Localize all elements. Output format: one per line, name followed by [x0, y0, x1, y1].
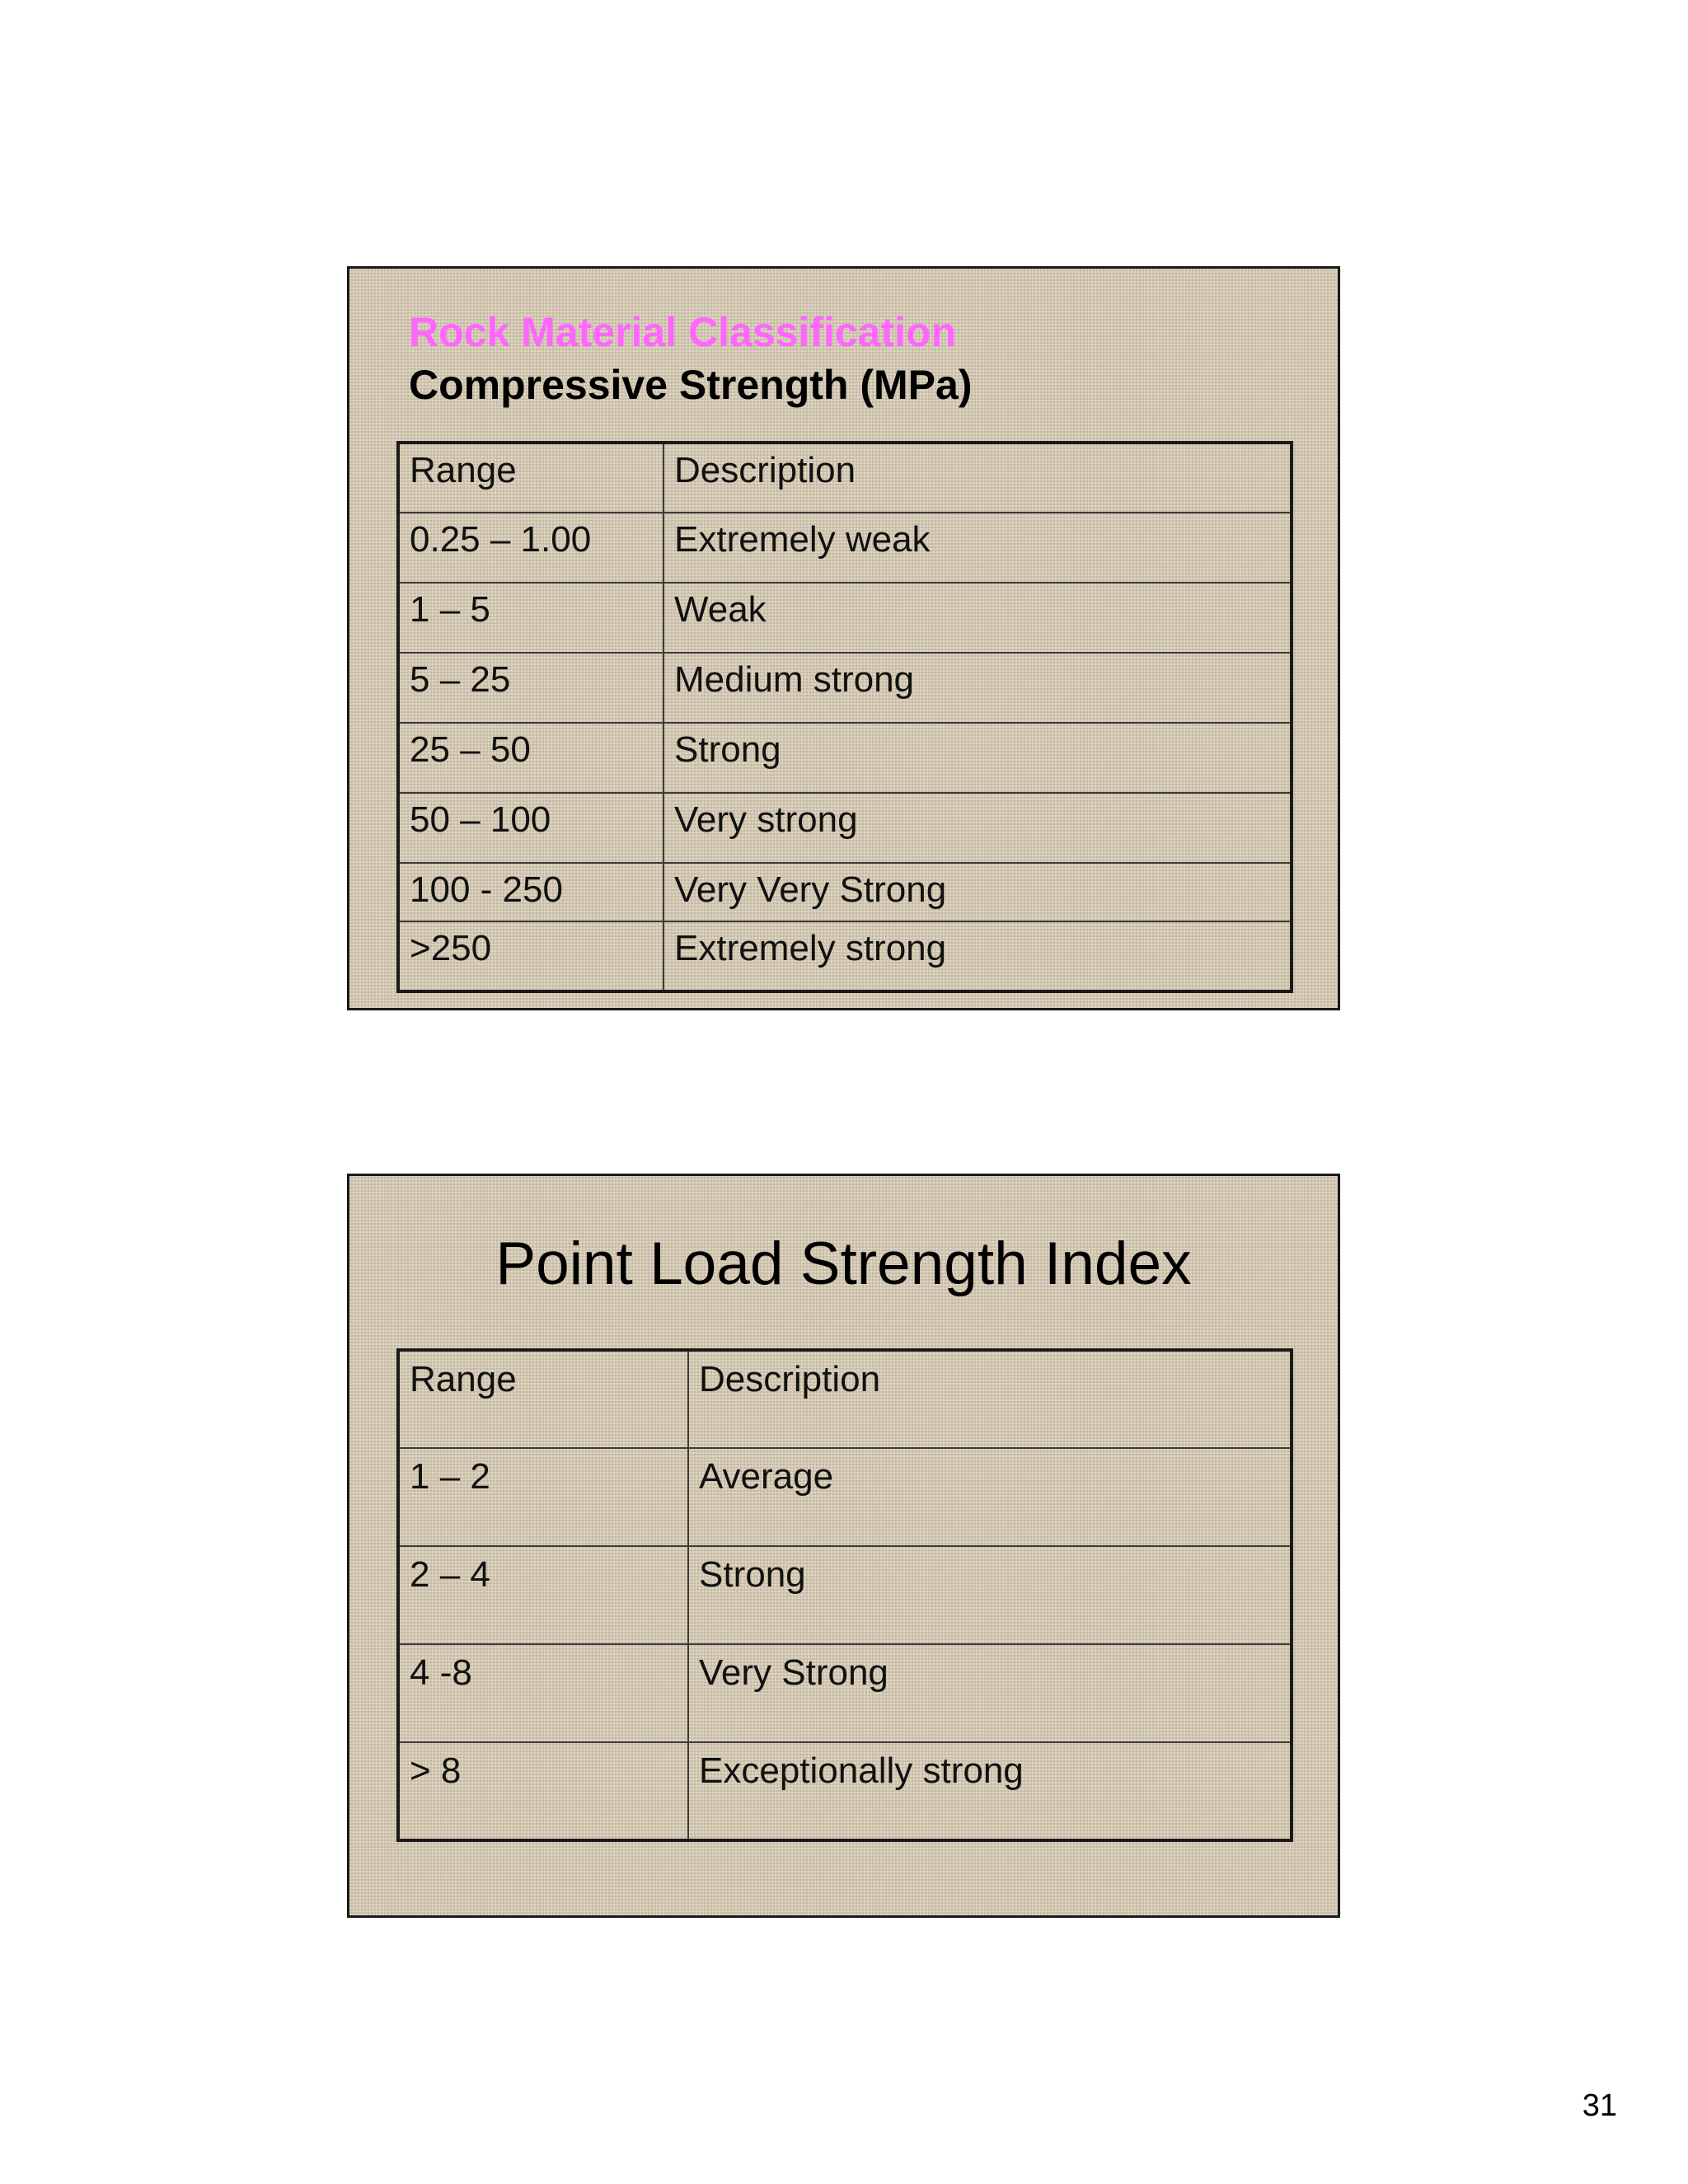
- range-cell: 4 -8: [398, 1644, 688, 1742]
- description-cell: Average: [688, 1448, 1292, 1546]
- header-range: Range: [398, 1350, 688, 1448]
- description-cell: Medium strong: [663, 653, 1292, 723]
- table-row: [398, 793, 1292, 863]
- table-row: [398, 583, 1292, 653]
- slide-title: Point Load Strength Index: [495, 1230, 1192, 1297]
- table-header-row: [398, 443, 1292, 513]
- header-description: Description: [688, 1350, 1292, 1448]
- range-cell: 1 – 5: [398, 583, 663, 653]
- table-row: [398, 1448, 1292, 1546]
- table-row: [398, 1644, 1292, 1742]
- point-load-strength-table: [396, 1348, 1293, 1842]
- table-row: [398, 1546, 1292, 1644]
- slide-point-load-strength: [347, 1174, 1340, 1918]
- table-row: [398, 863, 1292, 921]
- table-header-row: [398, 1350, 1292, 1448]
- slide-subheading: Compressive Strength (MPa): [409, 362, 973, 408]
- description-cell: Very Strong: [688, 1644, 1292, 1742]
- page-number: 31: [1582, 2088, 1617, 2123]
- table-row: [398, 653, 1292, 723]
- table-row: [398, 723, 1292, 793]
- description-cell: Strong: [688, 1546, 1292, 1644]
- range-cell: 5 – 25: [398, 653, 663, 723]
- range-cell: > 8: [398, 1742, 688, 1840]
- header-description: Description: [663, 443, 1292, 513]
- range-cell: 100 - 250: [398, 863, 663, 921]
- description-cell: Very Very Strong: [663, 863, 1292, 921]
- range-cell: 0.25 – 1.00: [398, 513, 663, 583]
- header-range: Range: [398, 443, 663, 513]
- range-cell: 25 – 50: [398, 723, 663, 793]
- range-cell: 2 – 4: [398, 1546, 688, 1644]
- description-cell: Extremely weak: [663, 513, 1292, 583]
- range-cell: 1 – 2: [398, 1448, 688, 1546]
- table-row: [398, 921, 1292, 991]
- table-row: [398, 1742, 1292, 1840]
- range-cell: >250: [398, 921, 663, 991]
- description-cell: Very strong: [663, 793, 1292, 863]
- description-cell: Strong: [663, 723, 1292, 793]
- description-cell: Extremely strong: [663, 921, 1292, 991]
- slide-heading: Rock Material Classification: [409, 309, 957, 355]
- table-row: [398, 513, 1292, 583]
- slide-compressive-strength: [347, 266, 1340, 1010]
- compressive-strength-table: [396, 441, 1293, 993]
- description-cell: Exceptionally strong: [688, 1742, 1292, 1840]
- description-cell: Weak: [663, 583, 1292, 653]
- range-cell: 50 – 100: [398, 793, 663, 863]
